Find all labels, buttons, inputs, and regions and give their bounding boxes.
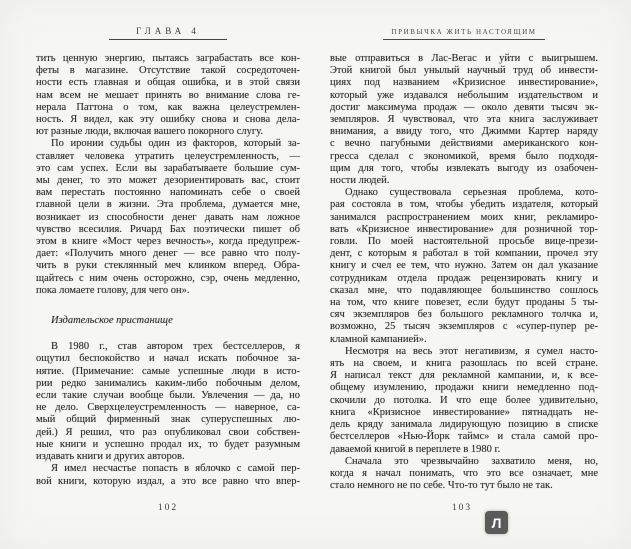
- chapter-title-text: ПРИВЫЧКА ЖИТЬ НАСТОЯЩИМ: [391, 28, 537, 36]
- text-line: общему изумлению, продажи книги немедленно под-: [330, 382, 598, 394]
- text-line: нятие. (Примечание: самые успешные люди в исто-: [36, 365, 300, 377]
- text-line: стало немного не по себе. Что-то тут было не так.: [330, 480, 553, 492]
- watermark-letter: Л: [491, 514, 502, 531]
- text-line: занимался распространением моих книг, рекламиро-: [330, 211, 598, 223]
- text-line: с вечно пагубными действиями американского кон-: [330, 138, 598, 150]
- text-line: это сам успех. Если вы зарабатываете большие сум-: [36, 162, 300, 174]
- text-line: щайтесь с ним очень осторожно, сэр, очень медленно,: [36, 272, 300, 284]
- text-line: возможно, 25 тысяч экземпляров с «супер-пупер ре-: [330, 321, 598, 333]
- text-line: ощутил беспокойство и начал искать побочное за-: [36, 353, 300, 365]
- running-head-rule: [109, 39, 227, 40]
- text-line: возникает из способности денег давать нам ложное: [36, 211, 300, 223]
- page-right-text: [330, 53, 598, 492]
- text-line: Сначала это чрезвычайно захватило меня, но,: [345, 455, 598, 467]
- text-line: сяч экземпляров без большого рекламного толчка и,: [330, 309, 598, 321]
- text-line: вать «Кризисное инвестирование» для розничной тор-: [330, 223, 598, 235]
- text-line: мый общий фирменный знак суперуспешных лю-: [36, 414, 300, 426]
- text-line: щим для того, чтобы извлекать выгоду из озабочен-: [330, 162, 598, 174]
- text-line: дель кряду занимала лидирующую позицию в списке: [330, 419, 598, 431]
- text-line: нерала Паттона о том, как важна целеустремлен-: [36, 101, 300, 113]
- text-line: Я написал текст для рекламной кампании, и, к все-: [330, 370, 598, 382]
- text-line: когда я начал понимать, что это все означает, мне: [330, 467, 598, 479]
- text-line: вые отправиться в Лас-Вегас и уйти с выигрышем.: [330, 53, 598, 64]
- text-line: По иронии судьбы один из факторов, который за-: [51, 138, 300, 150]
- text-line: гресса сделал с экономикой, время было подходя-: [330, 150, 598, 162]
- text-line: нам всем не мешает принять во внимание слова ге-: [36, 89, 300, 101]
- text-line: на том, что книге повезет, если будут проданы 5 ты-: [330, 297, 598, 309]
- text-line: земпляров. Я чувствовал, что эта книга заслуживает: [330, 114, 598, 126]
- text-line: сотрудникам отдела продаж рецензировать книгу и: [330, 272, 598, 284]
- text-line: достиг максимума продаж — около девяти тысяч эк-: [330, 101, 598, 113]
- text-line: Несмотря на весь этот негативизм, я сумел насто-: [345, 345, 598, 357]
- text-line: главной цели в жизни. Эта проблема, думается мне,: [36, 199, 300, 211]
- text-line: книга «Кризисное инвестирование» пятнадцать не-: [330, 406, 598, 418]
- text-line: Этой книгой был унылый научный труд об инвести-: [330, 65, 598, 77]
- page-number-right: 103: [451, 503, 473, 513]
- text-line: который уже издавался небольшим издательством и: [330, 89, 598, 101]
- text-line: ности есть главная и общая ошибка, и в этой связи: [36, 77, 300, 89]
- text-line: Однако существовала серьезная проблема, кото-: [345, 187, 598, 199]
- running-head-right: [330, 28, 598, 40]
- text-line: В 1980 г., став автором трех бестселлеров, я: [51, 341, 300, 353]
- text-line: книгу и счел ее тем, что нужно. Затем он дал указание: [330, 260, 598, 272]
- text-line: дает: «Получить много денег — все равно что полу-: [36, 248, 300, 260]
- text-line: рии редко занимались каким-либо побочным делом,: [36, 377, 300, 389]
- text-line: ют разные люди, включая вашего покорного слугу.: [36, 126, 263, 138]
- text-line: дей.) Я решил, что раз опубликовал свои собствен-: [36, 426, 300, 438]
- text-line: ность. Я видел, как эту ошибку снова и снова дела-: [36, 114, 300, 126]
- text-line: чувство всесилия. Ричард Бах поэтически пишет об: [36, 223, 300, 235]
- text-line: вой книги, которую издал, а это все равно что впер-: [36, 475, 300, 487]
- text-line: ять на своем, и книга разошлась по всей стране.: [330, 358, 598, 370]
- text-line: феты в магазине. Отсутствие такой сосредоточен-: [36, 65, 300, 77]
- text-line: ности людей.: [330, 175, 390, 187]
- text-line: не дело. Сверхцелеустремленность — наверное, са-: [36, 402, 300, 414]
- text-line: тить ценную энергию, пытаясь заграбастать все кон-: [36, 53, 300, 64]
- text-line: мы денег, то это может дезориентировать вас, стоит: [36, 175, 300, 187]
- labirint-logo-watermark: [485, 511, 508, 534]
- text-line: рая состояла в том, чтобы убедить издателя, который: [330, 199, 598, 211]
- text-line: вам перестать постоянно напоминать себе о своей: [36, 187, 300, 199]
- running-head-left: [36, 26, 300, 40]
- section-subheading: Издательское пристанище: [51, 315, 173, 327]
- running-head-rule: [383, 39, 545, 40]
- text-line: ные книги и успешно продал их, то будет разумным: [36, 438, 300, 450]
- page-number-left: 102: [157, 503, 179, 513]
- text-line: сказал мне, что подавляющее большинство сошлось: [330, 284, 598, 296]
- text-line: циях под названием «Кризисное инвестирование»,: [330, 77, 598, 89]
- text-line: бестселлеров «Нью-Йорк таймс» и стала самой про-: [330, 431, 598, 443]
- text-line: даваемой книгой в переплете в 1980 г.: [330, 443, 501, 455]
- chapter-header-text: ГЛАВА 4: [136, 26, 200, 36]
- text-line: Я имел несчастье попасть в яблочко с самой пер-: [51, 463, 300, 475]
- text-line: ставляет человека утратить целеустремленность, —: [36, 150, 300, 162]
- text-line: скочили до потолка. И что еще более удивительно,: [330, 394, 598, 406]
- text-line: издавать книги и других авторов.: [36, 451, 185, 463]
- text-line: внимания, а ввиду того, что Джимми Картер наряду: [330, 126, 598, 138]
- text-line: если такие случаи вообще были. Увлечения — да, но: [36, 390, 300, 402]
- text-line: чить в руки стеклянный меч клинком вперед. Обра-: [36, 260, 300, 272]
- text-line: дент, с которым я работал в той компании, прочел эту: [330, 248, 598, 260]
- text-line: пока ломаете голову, для чего он».: [36, 284, 190, 296]
- text-line: говли. По моей настоятельной просьбе вице-прези-: [330, 236, 598, 248]
- page-left-text: [36, 53, 300, 488]
- text-line: кламной кампанией».: [330, 333, 427, 345]
- text-line: этом в книге «Мост через вечность», когда предупреж-: [36, 236, 300, 248]
